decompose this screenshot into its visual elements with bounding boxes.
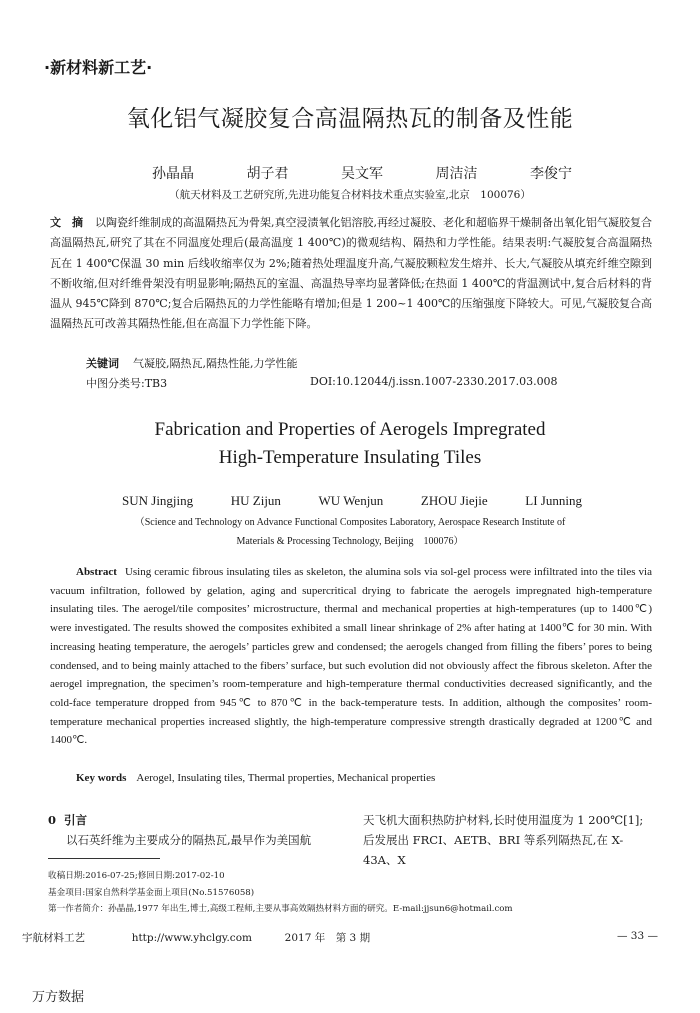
paragraph-line: 天飞机大面积热防护材料,长时使用温度为 1 200℃[1]; [363,813,644,827]
section-tag: ·新材料新工艺· [44,58,153,77]
journal-name: 宇航材料工艺 [22,932,85,944]
chinese-keywords [86,355,646,371]
footnote-dates: 收稿日期:2016-07-25;修回日期:2017-02-10 [48,871,225,881]
section-title: 引言 [64,813,88,827]
affiliation-line: （Science and Technology on Advance Functional Composites Laboratory, Aerospace Research Institute of [134,517,566,528]
keywords-text: Aerogel, Insulating tiles, Thermal properties, Mechanical properties [136,772,436,784]
chinese-title: 氧化铝气凝胶复合高温隔热瓦的制备及性能 [126,106,574,132]
abstract-text: 以陶瓷纤维制成的高温隔热瓦为骨架,真空浸渍氧化铝溶胶,再经过凝胶、老化和超临界干燥制备出氧化铝气凝胶复合高温隔热瓦,研究了其在不同温度处理后(最高温度 1 400℃)的微观结构、隔热和力学性能。结果表明:气凝胶复合高温隔热瓦在 1 400℃保温 30 min 后线收缩率仅为 2%;随着热处理温度升高,气凝胶颗粒发生熔并、长大,气凝胶从填充纤维空隙到不断收缩,但对纤维骨架没有明显影响;隔热瓦的室温、高温热导率均显著降低;在热面 1 400℃的背温测试中,复合后材料的背温从 945℃降到 870℃;复合后隔热瓦的力学性能略有增加;但是 1 200~1 400℃的压缩强度下降较大。可见,气凝胶复合高温隔热瓦可改善其隔热性能,但在高温下力学性能下降。 [50,216,652,331]
page-number: — 33 — [616,930,658,942]
author-name: 周洁洁 [435,166,478,182]
keywords-label: Key words [76,772,127,784]
author-name: WU Wenjun [318,493,384,508]
chinese-affiliation: （航天材料及工艺研究所,先进功能复合材料技术重点实验室,北京 100076） [169,189,531,201]
chinese-abstract [50,213,652,335]
abstract-text: Using ceramic fibrous insulating tiles as skeleton, the alumina sols via sol-gel process were infiltrated into the tiles via vacuum infiltration, followed by gelation, aging and supercritical drying to fabricate the aerogels impregnated high-temperature insulating tiles. The aerogel/tile composites’ microstructure, thermal and mechanical properties at high-temperatures (up to 1400℃) were investigated. The results showed the composites exhibited a small linear shrinkage of 2% after hating at 1400℃ for 30 min. With increasing heating temperature, the aerogels’ particles grew and condensed; the aerogels changed from filling the fibers’ pores to being condensed, and to being mainly attached to the fibers’ surface, but such evolution did not obviously affect the fibrous skeleton. After the aerogel impregnation, the specimen’s room-temperature and high-temperature thermal conductivities decreased significantly, and the cold-face temperature dropped from 945℃ to 870℃ in the back-temperature tests. In addition, although the composites’ room-temperature mechanical properties increased slightly, the high-temperature compressive strength drastically degraded at 1200℃ and 1400℃. [50,566,652,747]
paragraph-line: 后发展出 FRCI、AETB、BRI 等系列隔热瓦,在 X-43A、X [363,833,624,867]
author-name: 胡子君 [246,166,289,182]
chinese-authors [152,163,572,183]
journal-issue: 2017 年 第 3 期 [284,932,371,944]
english-title-line: Fabrication and Properties of Aerogels Impregrated [154,419,546,440]
abstract-label: Abstract [76,566,117,578]
footnote-author: 第一作者简介：孙晶晶,1977 年出生,博士,高级工程师,主要从事高效隔热材料方面的研究。E-mail:jjsun6@hotmail.com [48,904,513,914]
journal-url[interactable]: http://www.yhclgy.com [131,932,252,944]
english-abstract [50,563,652,750]
author-name: 吴文军 [341,166,383,182]
journal-footer [22,930,658,945]
english-title-line: High-Temperature Insulating Tiles [218,447,482,468]
author-name: HU Zijun [230,493,281,508]
classification-line [86,375,646,391]
english-keywords [76,772,656,784]
author-name: 李俊宁 [530,166,572,182]
keywords-label: 关键词 [86,357,119,370]
author-name: ZHOU Jiejie [420,493,488,508]
keywords-text: 气凝胶,隔热瓦,隔热性能,力学性能 [133,357,298,370]
affiliation-line: Materials & Processing Technology, Beijing 100076） [236,536,464,547]
paragraph: 以石英纤维为主要成分的隔热瓦,最早作为美国航 [66,833,312,847]
author-name: SUN Jingjing [122,493,194,508]
footnotes [48,868,658,918]
body-left-column [48,810,348,850]
abstract-label: 文 摘 [50,216,83,229]
body-right-column [363,810,655,870]
footnote-fund: 基金项目:国家自然科学基金面上项目(No.51576058) [48,887,255,898]
english-title [0,416,700,472]
author-name: LI Junning [525,493,582,508]
clc-number: 中图分类号:TB3 [86,377,168,390]
section-number: 0 [48,813,57,827]
english-affiliation [40,513,660,551]
section-heading [48,810,348,830]
doi[interactable]: DOI:10.12044/j.issn.1007-2330.2017.03.008 [310,375,558,388]
english-authors [122,493,582,509]
watermark: 万方数据 [32,990,85,1005]
author-name: 孙晶晶 [152,166,194,182]
footnote-divider [48,858,160,859]
